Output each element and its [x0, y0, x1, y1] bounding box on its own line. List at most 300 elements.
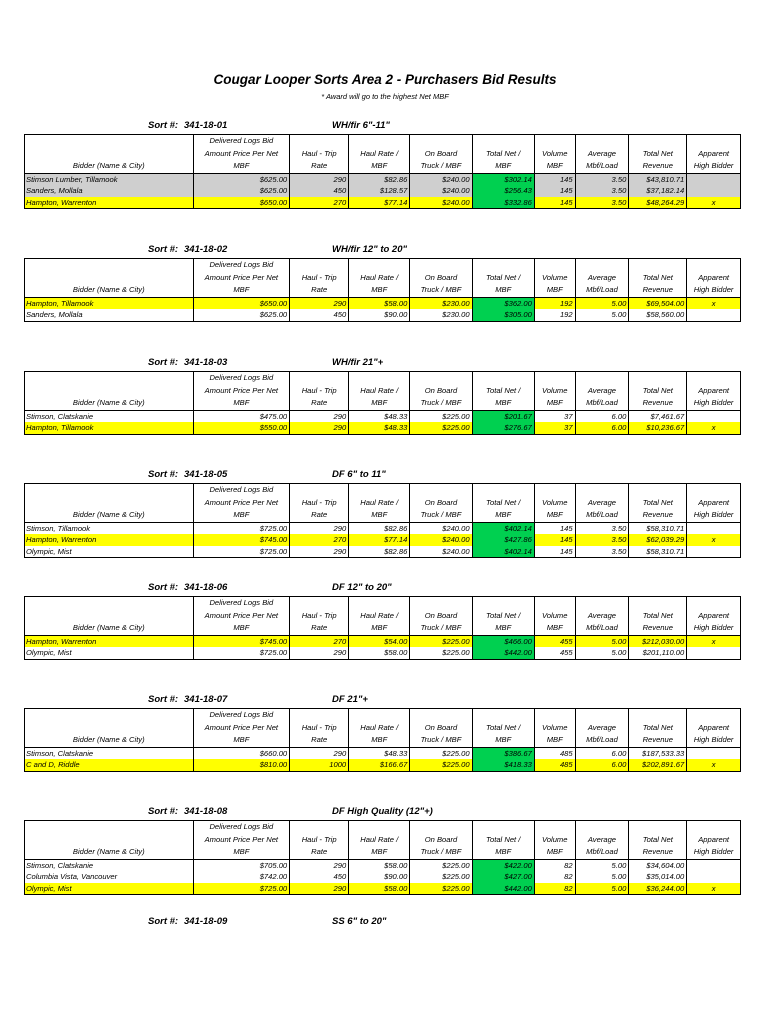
column-header — [25, 834, 194, 847]
high-bidder-cell — [687, 546, 741, 558]
column-header: Delivered Logs Bid — [193, 709, 290, 722]
bidder-cell: Stimson, Clatskanie — [26, 748, 94, 758]
column-header — [575, 597, 629, 610]
revenue-cell: $10,236.67 — [629, 422, 687, 434]
onboard-cell: $225.00 — [410, 871, 472, 883]
column-header: Bidder (Name & City) — [25, 846, 194, 859]
bid-amount-cell: $745.00 — [193, 534, 290, 546]
haul-rate-cell: $77.14 — [349, 534, 410, 546]
column-header — [687, 709, 741, 722]
column-header — [629, 484, 687, 497]
column-header: MBF — [349, 846, 410, 859]
revenue-cell: $58,310.71 — [629, 522, 687, 534]
avg-load-cell: 6.00 — [575, 759, 629, 771]
column-header: Rate — [290, 734, 349, 747]
column-header — [25, 259, 194, 272]
avg-load-cell: 3.50 — [575, 173, 629, 185]
sort-section — [24, 916, 741, 930]
column-header: MBF — [193, 509, 290, 522]
column-header — [410, 709, 472, 722]
column-header: Bidder (Name & City) — [25, 509, 194, 522]
column-header: Total Net — [629, 385, 687, 398]
column-header: Average — [575, 148, 629, 161]
column-header — [534, 821, 575, 834]
species-label: DF 12" to 20" — [332, 582, 392, 593]
column-header — [534, 597, 575, 610]
onboard-cell: $225.00 — [410, 859, 472, 871]
column-header: Apparent — [687, 834, 741, 847]
bidder-cell: Columbia Vista, Vancouver — [26, 872, 118, 882]
bid-amount-cell: $725.00 — [193, 883, 290, 895]
table-row — [25, 546, 741, 558]
table-row — [25, 173, 741, 185]
total-net-cell: $256.43 — [472, 185, 534, 197]
haul-rate-cell: $82.86 — [349, 522, 410, 534]
column-header: Truck / MBF — [410, 509, 472, 522]
bid-table — [24, 258, 741, 322]
bid-amount-cell: $705.00 — [193, 859, 290, 871]
volume-cell: 82 — [534, 883, 575, 895]
column-header: Mbf/Load — [575, 284, 629, 297]
column-header: Apparent — [687, 148, 741, 161]
total-net-cell: $276.67 — [472, 422, 534, 434]
column-header: Average — [575, 722, 629, 735]
total-net-cell: $427.00 — [472, 871, 534, 883]
sort-number: 341-18-06 — [184, 582, 228, 593]
table-row — [25, 410, 741, 422]
section-header — [24, 582, 741, 596]
bid-amount-cell: $625.00 — [193, 173, 290, 185]
avg-load-cell: 5.00 — [575, 635, 629, 647]
column-header: MBF — [193, 160, 290, 173]
sort-number: 341-18-03 — [184, 357, 228, 368]
column-header: High Bidder — [687, 734, 741, 747]
column-header: MBF — [349, 284, 410, 297]
column-header — [534, 709, 575, 722]
avg-load-cell: 5.00 — [575, 647, 629, 659]
column-header: Apparent — [687, 722, 741, 735]
bid-amount-cell: $650.00 — [193, 297, 290, 309]
column-header — [349, 484, 410, 497]
column-header: Haul - Trip — [290, 385, 349, 398]
species-label: WH/fir 6"-11" — [332, 120, 390, 131]
volume-cell: 37 — [534, 410, 575, 422]
column-header — [410, 484, 472, 497]
bid-amount-cell: $475.00 — [193, 410, 290, 422]
column-header: Volume — [534, 385, 575, 398]
column-header — [349, 821, 410, 834]
column-header — [575, 821, 629, 834]
haul-rate-cell: $58.00 — [349, 883, 410, 895]
column-header: MBF — [193, 734, 290, 747]
column-header: Mbf/Load — [575, 397, 629, 410]
haul-rate-cell: $58.00 — [349, 647, 410, 659]
column-header — [472, 135, 534, 148]
column-header — [629, 372, 687, 385]
column-header — [629, 821, 687, 834]
column-header: MBF — [472, 846, 534, 859]
column-header: Haul - Trip — [290, 722, 349, 735]
column-header: High Bidder — [687, 397, 741, 410]
volume-cell: 37 — [534, 422, 575, 434]
column-header: Rate — [290, 284, 349, 297]
column-header: Total Net / — [472, 834, 534, 847]
column-header: Average — [575, 497, 629, 510]
haul-rate-cell: $48.33 — [349, 410, 410, 422]
column-header: MBF — [472, 734, 534, 747]
bid-table — [24, 820, 741, 895]
column-header — [575, 372, 629, 385]
section-header — [24, 806, 741, 820]
column-header — [290, 709, 349, 722]
bidder-cell: Hampton, Warrenton — [25, 635, 194, 647]
column-header — [687, 484, 741, 497]
column-header — [687, 135, 741, 148]
column-header: Average — [575, 610, 629, 623]
species-label: WH/fir 21"+ — [332, 357, 384, 368]
total-net-cell: $305.00 — [472, 309, 534, 321]
column-header: On Board — [410, 385, 472, 398]
sort-label: Sort #: — [148, 806, 179, 817]
species-label: WH/fir 12" to 20" — [332, 244, 407, 255]
onboard-cell: $240.00 — [410, 522, 472, 534]
column-header: Volume — [534, 834, 575, 847]
section-header — [24, 469, 741, 483]
column-header — [25, 372, 194, 385]
haul-rate-cell: $82.86 — [349, 546, 410, 558]
high-bidder-cell — [687, 871, 741, 883]
table-row — [25, 522, 741, 534]
column-header — [534, 372, 575, 385]
column-header — [25, 135, 194, 148]
onboard-cell: $225.00 — [410, 410, 472, 422]
high-bidder-cell — [687, 647, 741, 659]
sort-section — [24, 806, 741, 895]
sort-label: Sort #: — [148, 582, 179, 593]
column-header — [349, 709, 410, 722]
column-header: Bidder (Name & City) — [25, 160, 194, 173]
revenue-cell: $48,264.29 — [629, 197, 687, 209]
species-label: SS 6" to 20" — [332, 916, 387, 927]
column-header: MBF — [534, 846, 575, 859]
high-bidder-cell — [687, 185, 741, 197]
column-header: Mbf/Load — [575, 160, 629, 173]
sort-label: Sort #: — [148, 694, 179, 705]
column-header: Amount Price Per Net — [193, 272, 290, 285]
haul-trip-cell: 290 — [290, 422, 349, 434]
column-header: On Board — [410, 722, 472, 735]
revenue-cell: $7,461.67 — [629, 410, 687, 422]
bidder-cell: Hampton, Warrenton — [25, 197, 194, 209]
bidder-cell: Stimson, Clatskanie — [26, 860, 94, 870]
haul-trip-cell: 290 — [290, 297, 349, 309]
column-header: Total Net — [629, 272, 687, 285]
bidder-cell: Stimson Lumber, Tillamook — [25, 173, 194, 185]
high-bidder-cell — [687, 410, 741, 422]
column-header: Amount Price Per Net — [193, 610, 290, 623]
bid-amount-cell: $625.00 — [193, 185, 290, 197]
haul-trip-cell: 290 — [290, 546, 349, 558]
revenue-cell: $36,244.00 — [629, 883, 687, 895]
column-header: Total Net — [629, 497, 687, 510]
volume-cell: 192 — [534, 309, 575, 321]
column-header — [290, 484, 349, 497]
column-header — [349, 135, 410, 148]
haul-rate-cell: $90.00 — [349, 309, 410, 321]
column-header: Delivered Logs Bid — [193, 372, 290, 385]
column-header: MBF — [534, 160, 575, 173]
bidder-cell: Sanders, Mollala — [25, 185, 194, 197]
column-header — [25, 722, 194, 735]
revenue-cell: $58,560.00 — [629, 309, 687, 321]
column-header: Truck / MBF — [410, 622, 472, 635]
column-header: Revenue — [629, 160, 687, 173]
column-header: MBF — [534, 734, 575, 747]
column-header: Volume — [534, 610, 575, 623]
column-header: Revenue — [629, 509, 687, 522]
haul-trip-cell: 290 — [290, 883, 349, 895]
sort-number: 341-18-01 — [184, 120, 228, 131]
column-header: Rate — [290, 622, 349, 635]
column-header — [410, 597, 472, 610]
bid-amount-cell: $650.00 — [193, 197, 290, 209]
revenue-cell: $202,891.67 — [629, 759, 687, 771]
sort-section — [24, 582, 741, 660]
bidder-cell: Olympic, Mist — [26, 546, 72, 556]
volume-cell: 192 — [534, 297, 575, 309]
column-header: Volume — [534, 272, 575, 285]
column-header: Volume — [534, 148, 575, 161]
haul-trip-cell: 270 — [290, 197, 349, 209]
column-header — [687, 372, 741, 385]
haul-rate-cell: $82.86 — [349, 173, 410, 185]
column-header: MBF — [472, 284, 534, 297]
column-header — [410, 259, 472, 272]
avg-load-cell: 5.00 — [575, 883, 629, 895]
column-header — [25, 709, 194, 722]
species-label: DF 6" to 11" — [332, 469, 386, 480]
column-header: Mbf/Load — [575, 734, 629, 747]
column-header: Total Net — [629, 834, 687, 847]
table-row — [25, 871, 741, 883]
total-net-cell: $386.67 — [472, 747, 534, 759]
onboard-cell: $225.00 — [410, 747, 472, 759]
column-header: Apparent — [687, 497, 741, 510]
table-row — [25, 297, 741, 309]
volume-cell: 145 — [534, 197, 575, 209]
column-header: MBF — [349, 397, 410, 410]
volume-cell: 455 — [534, 635, 575, 647]
column-header: Haul Rate / — [349, 610, 410, 623]
column-header: Amount Price Per Net — [193, 834, 290, 847]
haul-trip-cell: 270 — [290, 534, 349, 546]
high-bidder-cell — [687, 859, 741, 871]
column-header: Amount Price Per Net — [193, 497, 290, 510]
revenue-cell: $201,110.00 — [629, 647, 687, 659]
bid-amount-cell: $550.00 — [193, 422, 290, 434]
high-bidder-cell: x — [687, 297, 741, 309]
haul-trip-cell: 1000 — [290, 759, 349, 771]
volume-cell: 485 — [534, 747, 575, 759]
table-row — [25, 883, 741, 895]
haul-trip-cell: 450 — [290, 309, 349, 321]
revenue-cell: $35,014.00 — [629, 871, 687, 883]
column-header — [534, 135, 575, 148]
column-header: Rate — [290, 509, 349, 522]
onboard-cell: $225.00 — [410, 883, 472, 895]
column-header: MBF — [534, 622, 575, 635]
total-net-cell: $442.00 — [472, 647, 534, 659]
bid-table — [24, 708, 741, 772]
column-header — [25, 148, 194, 161]
sort-section — [24, 120, 741, 209]
column-header: MBF — [472, 160, 534, 173]
column-header: Total Net / — [472, 610, 534, 623]
column-header: Revenue — [629, 397, 687, 410]
sort-label: Sort #: — [148, 120, 179, 131]
column-header: Haul - Trip — [290, 272, 349, 285]
volume-cell: 145 — [534, 546, 575, 558]
column-header — [629, 709, 687, 722]
column-header: Haul - Trip — [290, 610, 349, 623]
column-header — [534, 484, 575, 497]
onboard-cell: $225.00 — [410, 647, 472, 659]
column-header: Amount Price Per Net — [193, 722, 290, 735]
haul-trip-cell: 290 — [290, 522, 349, 534]
column-header: Revenue — [629, 846, 687, 859]
column-header — [290, 821, 349, 834]
column-header: On Board — [410, 834, 472, 847]
revenue-cell: $69,504.00 — [629, 297, 687, 309]
column-header: MBF — [472, 622, 534, 635]
sort-label: Sort #: — [148, 916, 179, 927]
column-header: Average — [575, 272, 629, 285]
column-header: Rate — [290, 160, 349, 173]
bid-amount-cell: $725.00 — [193, 546, 290, 558]
column-header: Haul - Trip — [290, 497, 349, 510]
avg-load-cell: 3.50 — [575, 197, 629, 209]
column-header: Rate — [290, 846, 349, 859]
column-header: Mbf/Load — [575, 622, 629, 635]
section-header — [24, 694, 741, 708]
revenue-cell: $58,310.71 — [629, 546, 687, 558]
bid-table — [24, 596, 741, 660]
column-header — [472, 709, 534, 722]
column-header: MBF — [349, 509, 410, 522]
column-header: High Bidder — [687, 622, 741, 635]
volume-cell: 82 — [534, 859, 575, 871]
volume-cell: 485 — [534, 759, 575, 771]
bid-amount-cell: $725.00 — [193, 647, 290, 659]
column-header — [349, 372, 410, 385]
bid-amount-cell: $660.00 — [193, 747, 290, 759]
column-header: High Bidder — [687, 846, 741, 859]
table-row — [25, 185, 741, 197]
column-header: Haul Rate / — [349, 148, 410, 161]
sort-label: Sort #: — [148, 244, 179, 255]
bidder-cell: Stimson, Clatskanie — [26, 411, 94, 421]
total-net-cell: $302.14 — [472, 173, 534, 185]
total-net-cell: $422.00 — [472, 859, 534, 871]
bid-amount-cell: $810.00 — [193, 759, 290, 771]
high-bidder-cell: x — [687, 759, 741, 771]
bid-amount-cell: $625.00 — [193, 309, 290, 321]
haul-rate-cell: $54.00 — [349, 635, 410, 647]
column-header: Bidder (Name & City) — [25, 622, 194, 635]
volume-cell: 145 — [534, 185, 575, 197]
column-header — [575, 259, 629, 272]
column-header: Total Net / — [472, 385, 534, 398]
column-header — [410, 821, 472, 834]
column-header: High Bidder — [687, 160, 741, 173]
haul-trip-cell: 290 — [290, 747, 349, 759]
haul-rate-cell: $77.14 — [349, 197, 410, 209]
revenue-cell: $43,810.71 — [629, 173, 687, 185]
column-header: Truck / MBF — [410, 846, 472, 859]
bid-table — [24, 483, 741, 558]
column-header: Haul Rate / — [349, 385, 410, 398]
column-header — [410, 135, 472, 148]
bidder-cell: Sanders, Mollala — [26, 310, 83, 320]
volume-cell: 145 — [534, 522, 575, 534]
column-header: Delivered Logs Bid — [193, 135, 290, 148]
column-header: Apparent — [687, 610, 741, 623]
column-header: Total Net — [629, 610, 687, 623]
high-bidder-cell — [687, 309, 741, 321]
total-net-cell: $402.14 — [472, 522, 534, 534]
volume-cell: 145 — [534, 534, 575, 546]
column-header: Average — [575, 385, 629, 398]
column-header: On Board — [410, 497, 472, 510]
column-header — [687, 259, 741, 272]
high-bidder-cell: x — [687, 422, 741, 434]
column-header — [687, 821, 741, 834]
column-header: Volume — [534, 722, 575, 735]
sort-section — [24, 469, 741, 558]
avg-load-cell: 5.00 — [575, 309, 629, 321]
column-header: Mbf/Load — [575, 846, 629, 859]
haul-trip-cell: 450 — [290, 185, 349, 197]
haul-trip-cell: 270 — [290, 635, 349, 647]
bidder-cell: C and D, Riddle — [25, 759, 194, 771]
total-net-cell: $362.00 — [472, 297, 534, 309]
column-header: Total Net — [629, 722, 687, 735]
column-header: Total Net / — [472, 148, 534, 161]
column-header: Volume — [534, 497, 575, 510]
sort-number: 341-18-08 — [184, 806, 228, 817]
total-net-cell: $418.33 — [472, 759, 534, 771]
section-header — [24, 120, 741, 134]
section-header — [24, 357, 741, 371]
column-header: Total Net — [629, 148, 687, 161]
haul-rate-cell: $48.33 — [349, 422, 410, 434]
column-header: Rate — [290, 397, 349, 410]
sort-number: 341-18-07 — [184, 694, 228, 705]
column-header — [534, 259, 575, 272]
bid-amount-cell: $742.00 — [193, 871, 290, 883]
onboard-cell: $240.00 — [410, 173, 472, 185]
column-header: MBF — [193, 284, 290, 297]
haul-rate-cell: $58.00 — [349, 297, 410, 309]
column-header: On Board — [410, 148, 472, 161]
table-row — [25, 647, 741, 659]
column-header: Total Net / — [472, 272, 534, 285]
column-header: MBF — [534, 397, 575, 410]
column-header: High Bidder — [687, 284, 741, 297]
column-header — [629, 259, 687, 272]
high-bidder-cell — [687, 173, 741, 185]
haul-trip-cell: 290 — [290, 173, 349, 185]
